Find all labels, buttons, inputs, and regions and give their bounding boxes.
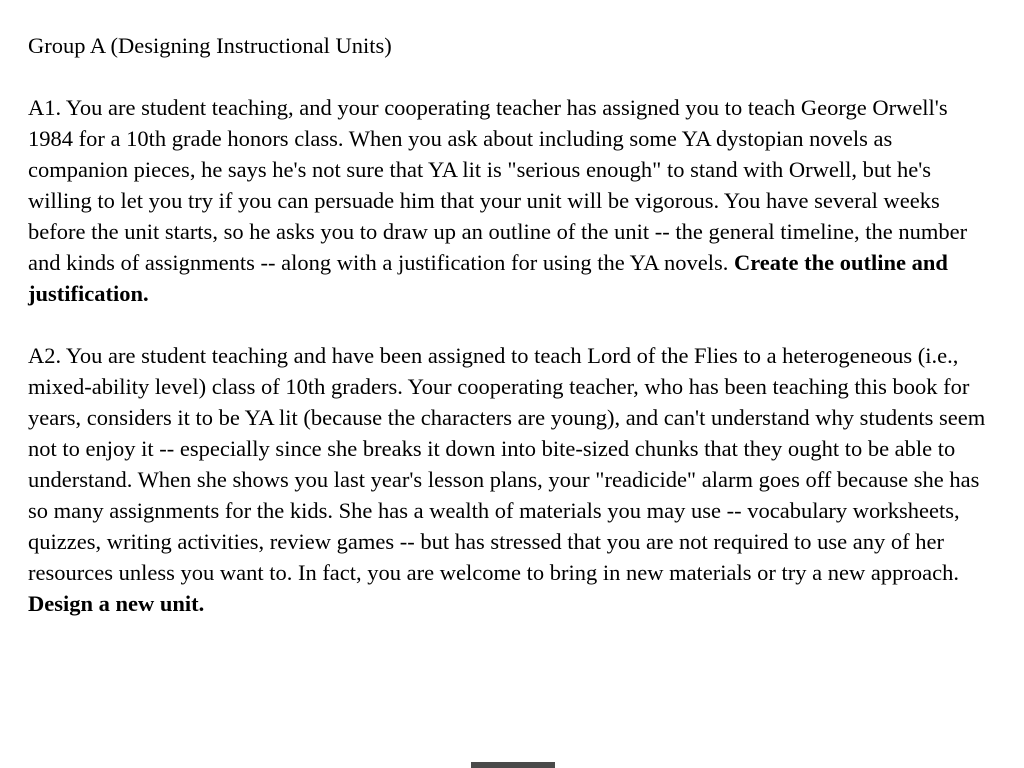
paragraph-a1 bbox=[28, 92, 986, 309]
paragraph-a2 bbox=[28, 340, 986, 619]
paragraph-a2-task: Design a new unit. bbox=[28, 591, 205, 616]
paragraph-a1-body: A1. You are student teaching, and your cooperating teacher has assigned you to teach George Orwell's 1984 for a 10th grade honors class. When you ask about including some YA dystopian novels as companion pieces, he says he's not sure that YA lit is "serious enough" to stand with Orwell, but he's willing to let you try if you can persuade him that your unit will be vigorous. You have several weeks before the unit starts, so he asks you to draw up an outline of the unit -- the general timeline, the number and kinds of assignments -- along with a justification for using the YA novels. bbox=[28, 95, 968, 275]
slide-title: Group A (Designing Instructional Units) bbox=[28, 33, 392, 58]
paragraph-a1-task: Create the outline and justification. bbox=[28, 250, 948, 306]
bottom-edge-artifact bbox=[471, 762, 555, 768]
paragraph-a2-body: A2. You are student teaching and have been assigned to teach Lord of the Flies to a heterogeneous (i.e., mixed-ability level) class of 10th graders. Your cooperating teacher, who has been teaching this book for years, considers it to be YA lit (because the characters are young), and can't understand why students seem not to enjoy it -- especially since she breaks it down into bite-sized chunks that they ought to be able to understand. When she shows you last year's lesson plans, your "readicide" alarm goes off because she has so many assignments for the kids. She has a wealth of materials you may use -- vocabulary worksheets, quizzes, writing activities, review games -- but has stressed that you are not required to use any of her resources unless you want to. In fact, you are welcome to bring in new materials or try a new approach. bbox=[28, 343, 986, 585]
